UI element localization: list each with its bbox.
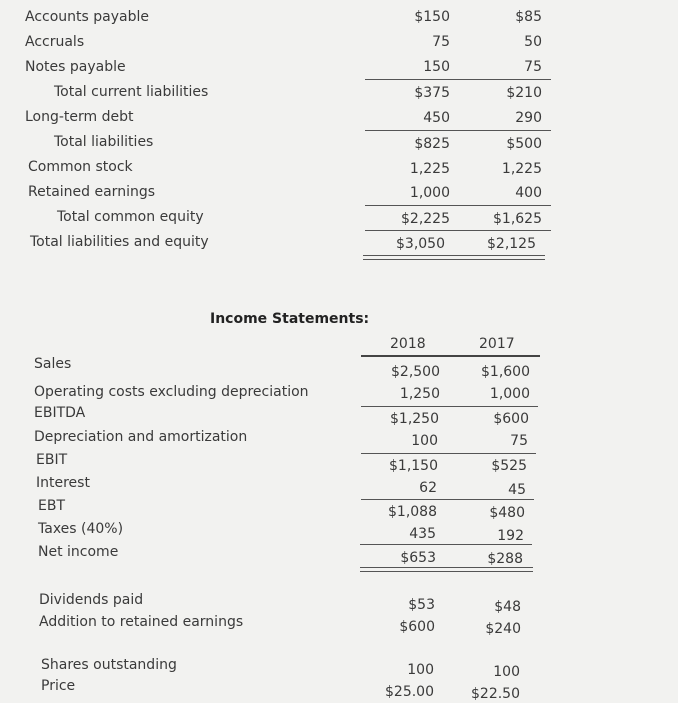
bs-2018-total-liabilities: $825: [414, 136, 450, 152]
is-col-2018: 2018: [390, 336, 426, 352]
div-label-dividends-paid: Dividends paid: [39, 592, 144, 608]
bs-2018-total-common-equity: $2,225: [401, 211, 450, 227]
is-2017-net-income: $288: [487, 551, 523, 567]
is-rule-net-income: [360, 544, 532, 545]
is-2017-depreciation: 75: [510, 433, 528, 449]
sh-2018-shares-outstanding: 100: [407, 662, 434, 678]
bs-2018-retained-earnings: 1,000: [409, 185, 450, 201]
is-rule-ebit: [361, 453, 536, 454]
is-rule-double-1: [360, 567, 533, 568]
is-label-ebit: EBIT: [36, 452, 68, 468]
div-label-addition-retained: Addition to retained earnings: [39, 614, 244, 630]
bs-label-accruals: Accruals: [25, 34, 85, 50]
is-2018-depreciation: 100: [411, 433, 438, 449]
is-2017-ebit: $525: [491, 458, 527, 474]
bs-rule-liabilities: [365, 130, 551, 131]
bs-rule-total-top: [365, 230, 551, 231]
is-rule-ebitda: [361, 406, 538, 407]
bs-label-total-common-equity: Total common equity: [57, 209, 204, 225]
div-2018-dividends-paid: $53: [408, 597, 435, 613]
sh-2017-price: $22.50: [471, 686, 520, 702]
is-2018-ebit: $1,150: [389, 458, 438, 474]
bs-2018-total-current-liabilities: $375: [414, 85, 450, 101]
is-label-sales: Sales: [34, 356, 72, 372]
bs-2017-retained-earnings: 400: [515, 185, 542, 201]
sh-2017-shares-outstanding: 100: [493, 664, 520, 680]
is-2018-taxes: 435: [409, 526, 436, 542]
bs-rule-current: [365, 79, 551, 80]
is-2017-taxes: 192: [497, 528, 524, 544]
is-label-taxes: Taxes (40%): [38, 521, 124, 537]
bs-2018-common-stock: 1,225: [409, 161, 450, 177]
bs-rule-double-2: [363, 259, 545, 260]
bs-2017-accruals: 50: [524, 34, 542, 50]
is-col-2017: 2017: [479, 336, 515, 352]
bs-2017-total-common-equity: $1,625: [493, 211, 542, 227]
is-2018-operating-costs: 1,250: [399, 386, 440, 402]
sh-label-price: Price: [41, 678, 76, 694]
is-2018-net-income: $653: [400, 550, 436, 566]
is-label-ebitda: EBITDA: [34, 405, 86, 421]
bs-2017-total-current-liabilities: $210: [506, 85, 542, 101]
is-2017-interest: 45: [508, 482, 526, 498]
bs-label-retained-earnings: Retained earnings: [28, 184, 156, 200]
div-2018-addition-retained: $600: [399, 619, 435, 635]
is-rule-ebt: [361, 499, 534, 500]
bs-2017-total-liabilities: $500: [506, 136, 542, 152]
bs-label-long-term-debt: Long-term debt: [25, 109, 134, 125]
income-statement-title: Income Statements:: [210, 311, 370, 327]
is-2018-ebitda: $1,250: [390, 411, 439, 427]
is-label-net-income: Net income: [38, 544, 119, 560]
div-2017-dividends-paid: $48: [494, 599, 521, 615]
is-label-depreciation: Depreciation and amortization: [34, 429, 248, 445]
bs-label-total-liabilities: Total liabilities: [54, 134, 154, 150]
is-label-ebt: EBT: [38, 498, 66, 514]
bs-2017-long-term-debt: 290: [515, 110, 542, 126]
is-label-interest: Interest: [36, 475, 90, 491]
bs-2018-accounts-payable: $150: [414, 9, 450, 25]
is-2017-ebt: $480: [489, 505, 525, 521]
bs-label-notes-payable: Notes payable: [25, 59, 126, 75]
bs-rule-double-1: [363, 255, 545, 256]
bs-label-common-stock: Common stock: [28, 159, 133, 175]
bs-label-total-current-liabilities: Total current liabilities: [54, 84, 209, 100]
is-2018-sales: $2,500: [391, 364, 440, 380]
is-2018-interest: 62: [419, 480, 437, 496]
bs-2018-long-term-debt: 450: [423, 110, 450, 126]
is-2018-ebt: $1,088: [388, 504, 437, 520]
bs-label-accounts-payable: Accounts payable: [25, 9, 149, 25]
bs-label-total-liabilities-equity: Total liabilities and equity: [30, 234, 209, 250]
bs-2017-total-liabilities-equity: $2,125: [487, 236, 536, 252]
is-header-rule: [361, 355, 540, 357]
is-label-operating-costs: Operating costs excluding depreciation: [34, 384, 309, 400]
bs-2017-accounts-payable: $85: [515, 9, 542, 25]
is-2017-operating-costs: 1,000: [489, 386, 530, 402]
is-2017-ebitda: $600: [493, 411, 529, 427]
bs-2018-accruals: 75: [432, 34, 450, 50]
is-rule-double-2: [360, 571, 533, 572]
bs-2017-notes-payable: 75: [524, 59, 542, 75]
bs-2017-common-stock: 1,225: [501, 161, 542, 177]
div-2017-addition-retained: $240: [485, 621, 521, 637]
is-2017-sales: $1,600: [481, 364, 530, 380]
bs-2018-notes-payable: 150: [423, 59, 450, 75]
sh-2018-price: $25.00: [385, 684, 434, 700]
sh-label-shares-outstanding: Shares outstanding: [41, 657, 177, 673]
bs-rule-equity: [365, 205, 551, 206]
bs-2018-total-liabilities-equity: $3,050: [396, 236, 445, 252]
